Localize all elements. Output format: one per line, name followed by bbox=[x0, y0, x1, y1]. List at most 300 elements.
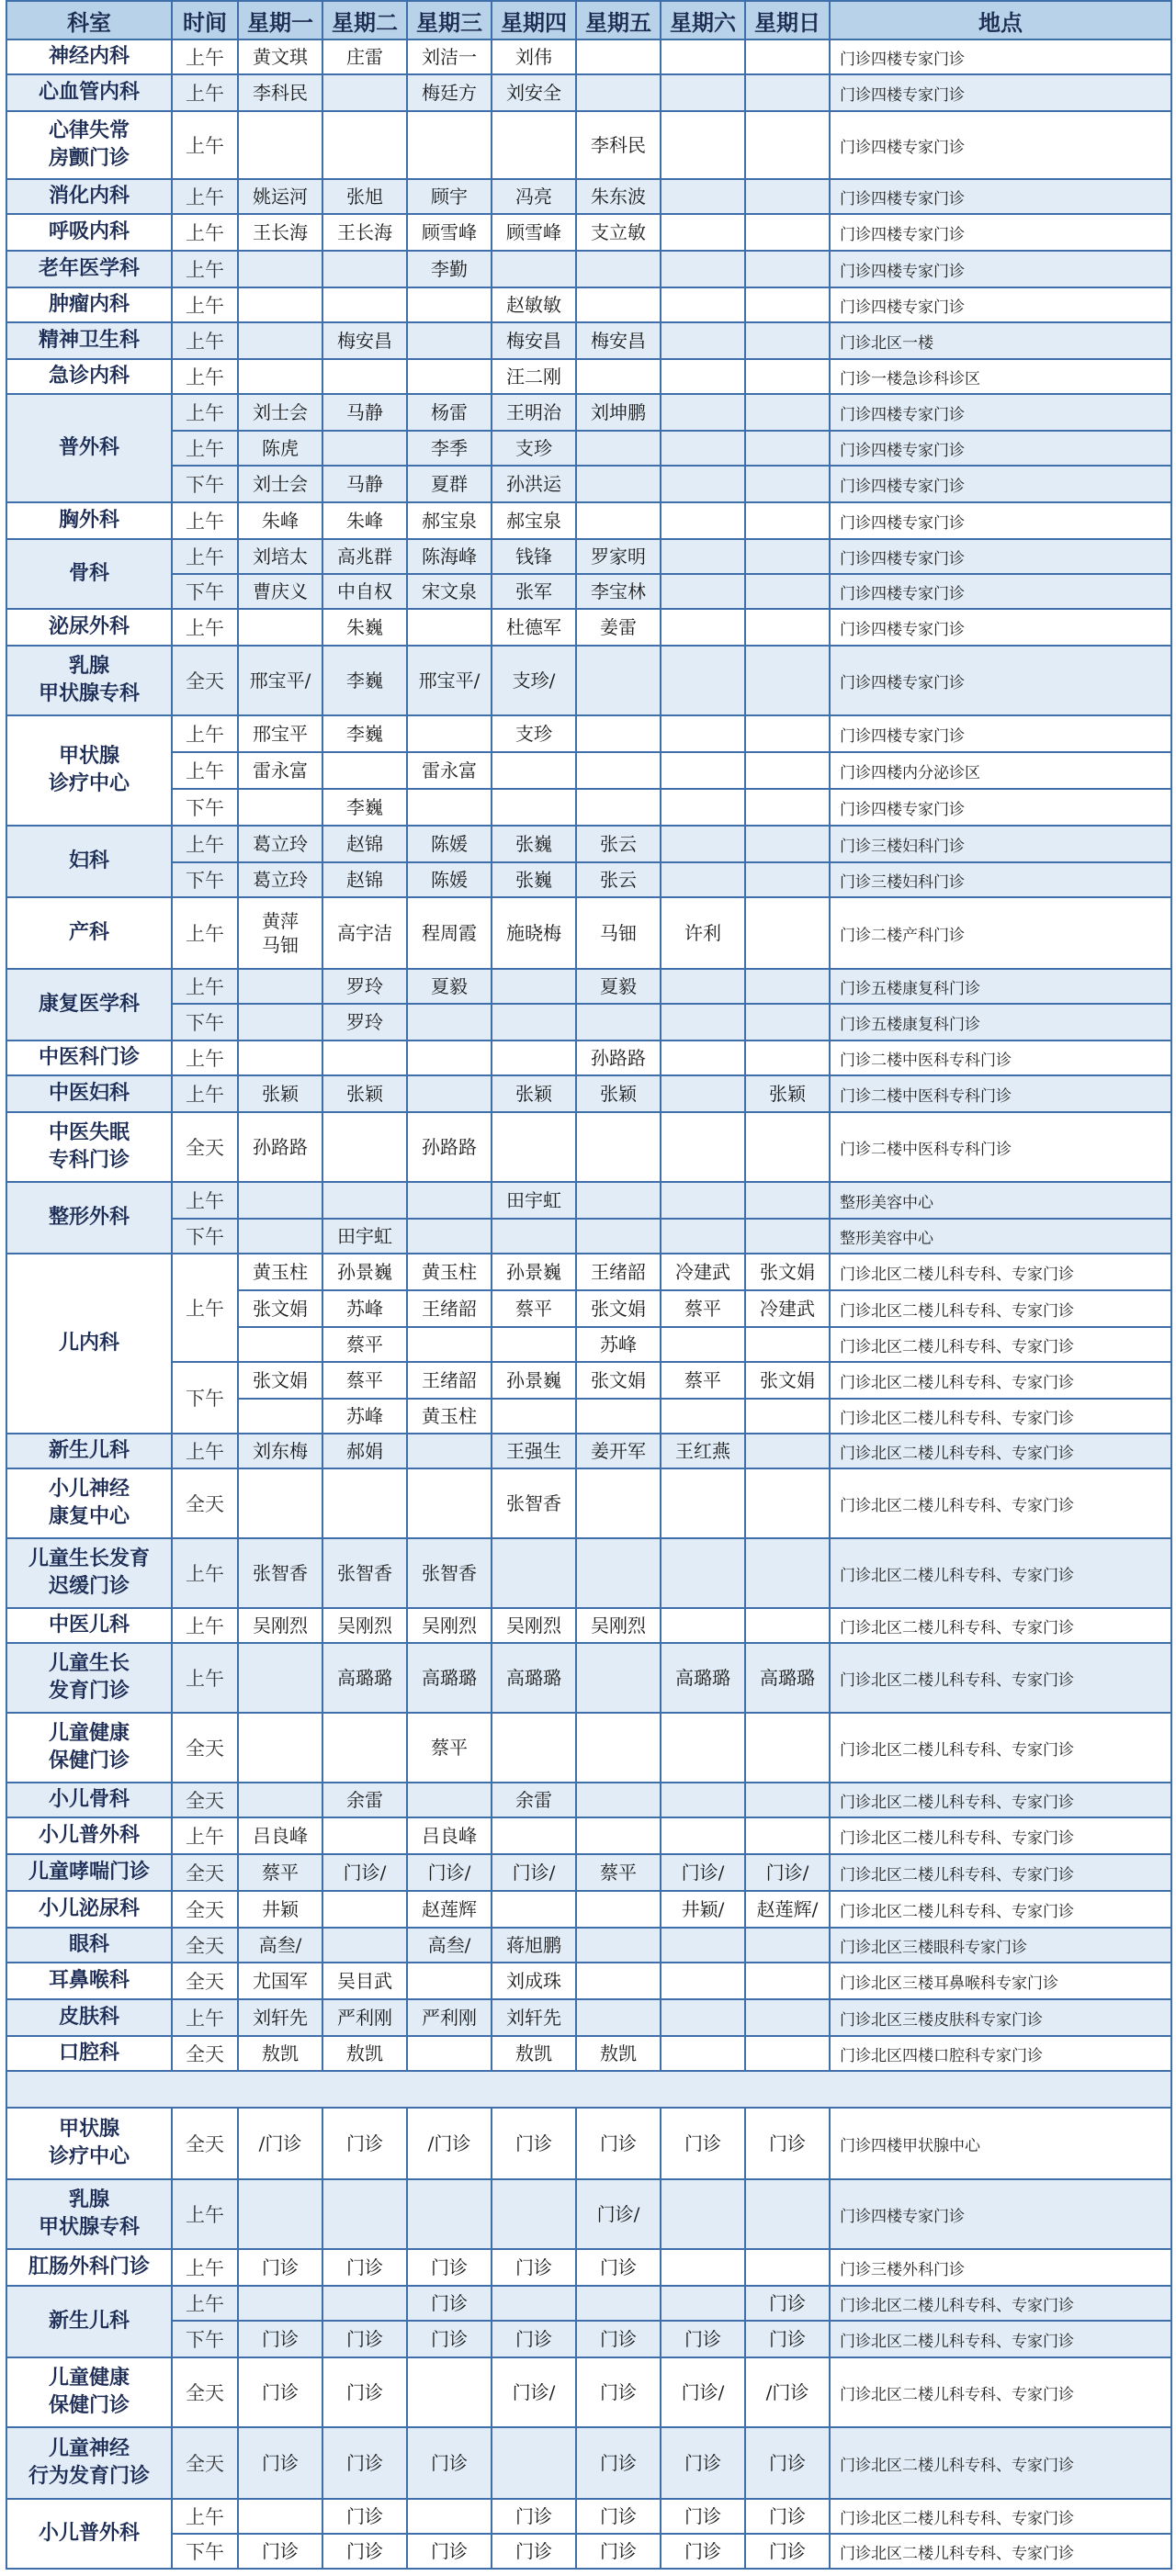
doctor-cell-sat bbox=[661, 1075, 745, 1112]
location-cell: 门诊二楼中医科专科门诊 bbox=[830, 1075, 1171, 1112]
time-cell: 下午 bbox=[172, 466, 238, 502]
doctor-cell-mon: 门诊 bbox=[238, 2321, 322, 2357]
location-cell: 门诊北区二楼儿科专科、专家门诊 bbox=[830, 1434, 1171, 1468]
doctor-cell-sat bbox=[661, 609, 745, 646]
department-cell: 小儿泌尿科 bbox=[6, 1891, 172, 1928]
doctor-cell-sat: 井颖/ bbox=[661, 1891, 745, 1928]
doctor-cell-sat bbox=[661, 179, 745, 214]
table-row bbox=[6, 539, 1171, 574]
doctor-cell-mon: 吴刚烈 bbox=[238, 1608, 322, 1643]
department-cell: 肿瘤内科 bbox=[6, 287, 172, 322]
time-cell: 上午 bbox=[172, 1643, 238, 1713]
doctor-cell-sat bbox=[661, 287, 745, 322]
time-cell: 上午 bbox=[172, 539, 238, 574]
table-row bbox=[6, 2179, 1171, 2249]
doctor-cell-sat bbox=[661, 1783, 745, 1817]
location-cell: 门诊四楼专家门诊 bbox=[830, 502, 1171, 539]
doctor-cell-tue bbox=[322, 1182, 407, 1219]
doctor-cell-tue: 门诊 bbox=[322, 2357, 407, 2427]
doctor-cell-mon: 曹庆义 bbox=[238, 574, 322, 609]
doctor-cell-tue bbox=[322, 1891, 407, 1928]
doctor-cell-thu: 支珍 bbox=[492, 715, 576, 752]
doctor-cell-thu: 吴刚烈 bbox=[492, 1608, 576, 1643]
doctor-cell-tue: 李巍 bbox=[322, 715, 407, 752]
doctor-cell-fri bbox=[576, 2286, 661, 2321]
time-cell: 上午 bbox=[172, 969, 238, 1004]
department-cell: 呼吸内科 bbox=[6, 214, 172, 251]
doctor-cell-thu: 张巍 bbox=[492, 826, 576, 862]
location-cell: 门诊北区二楼儿科专科、专家门诊 bbox=[830, 1713, 1171, 1783]
doctor-cell-mon bbox=[238, 2179, 322, 2249]
department-cell bbox=[6, 1643, 172, 1713]
doctor-cell-thu bbox=[492, 1219, 576, 1254]
doctor-cell-thu: 刘伟 bbox=[492, 39, 576, 74]
doctor-cell-sat bbox=[661, 752, 745, 789]
doctor-cell-tue bbox=[322, 431, 407, 466]
location-cell: 门诊四楼专家门诊 bbox=[830, 466, 1171, 502]
doctor-cell-fri: 门诊 bbox=[576, 2499, 661, 2534]
doctor-cell-thu bbox=[492, 251, 576, 287]
time-cell: 全天 bbox=[172, 1854, 238, 1891]
doctor-cell-wed: 杨雷 bbox=[407, 394, 492, 431]
doctor-cell-wed bbox=[407, 1963, 492, 1999]
doctor-cell-sat bbox=[661, 39, 745, 74]
cell-line: 儿童生长发育 bbox=[28, 1547, 150, 1571]
doctor-cell-thu: 余雷 bbox=[492, 1783, 576, 1817]
cell-line: 保健门诊 bbox=[48, 1749, 130, 1772]
cell-line: 中医失眠 bbox=[48, 1121, 130, 1145]
table-row bbox=[6, 1182, 1171, 1219]
doctor-cell-sat bbox=[661, 1928, 745, 1963]
table-row bbox=[6, 646, 1171, 715]
time-cell: 上午 bbox=[172, 1538, 238, 1608]
location-cell: 门诊四楼专家门诊 bbox=[830, 715, 1171, 752]
doctor-cell-tue: 严利刚 bbox=[322, 1999, 407, 2036]
doctor-cell-wed: 高叁/ bbox=[407, 1928, 492, 1963]
doctor-cell-tue bbox=[322, 1112, 407, 1182]
cell-line: 马钿 bbox=[262, 934, 299, 956]
table-row bbox=[6, 715, 1171, 752]
doctor-cell-wed bbox=[407, 1182, 492, 1219]
doctor-cell-thu: 冯亮 bbox=[492, 179, 576, 214]
table-row bbox=[6, 322, 1171, 359]
cell-line: 儿童健康 bbox=[48, 2367, 130, 2390]
doctor-cell-tue: 朱巍 bbox=[322, 609, 407, 646]
doctor-cell-tue: 李巍 bbox=[322, 789, 407, 826]
doctor-cell-sat bbox=[661, 2036, 745, 2071]
doctor-cell-wed bbox=[407, 1783, 492, 1817]
doctor-cell-fri bbox=[576, 1643, 661, 1713]
doctor-cell-tue: 马静 bbox=[322, 466, 407, 502]
location-cell: 门诊北区二楼儿科专科、专家门诊 bbox=[830, 1643, 1171, 1713]
doctor-cell-sun: 门诊 bbox=[745, 2321, 830, 2357]
doctor-cell-sun: 张文娟 bbox=[745, 1254, 830, 1290]
doctor-cell-wed: 邢宝平/ bbox=[407, 646, 492, 715]
doctor-cell-sun: 赵莲辉/ bbox=[745, 1891, 830, 1928]
doctor-cell-thu bbox=[492, 2427, 576, 2499]
doctor-cell-wed bbox=[407, 2357, 492, 2427]
table-body bbox=[6, 39, 1171, 2569]
doctor-cell-fri bbox=[576, 646, 661, 715]
doctor-cell-wed: 郝宝泉 bbox=[407, 502, 492, 539]
location-cell: 门诊北区二楼儿科专科、专家门诊 bbox=[830, 1608, 1171, 1643]
doctor-cell-sun bbox=[745, 1327, 830, 1362]
doctor-cell-sun: 门诊 bbox=[745, 2427, 830, 2499]
doctor-cell-thu: 门诊/ bbox=[492, 1854, 576, 1891]
doctor-cell-fri: 刘坤鹏 bbox=[576, 394, 661, 431]
doctor-cell-sun bbox=[745, 1817, 830, 1854]
doctor-cell-thu: 孙景巍 bbox=[492, 1254, 576, 1290]
doctor-cell-sun bbox=[745, 431, 830, 466]
table-row bbox=[6, 1538, 1171, 1608]
doctor-cell-mon bbox=[238, 789, 322, 826]
table-row bbox=[6, 2108, 1171, 2179]
doctor-cell-fri: 张文娟 bbox=[576, 1290, 661, 1327]
doctor-cell-thu bbox=[492, 1891, 576, 1928]
doctor-cell-thu: 汪二刚 bbox=[492, 359, 576, 394]
doctor-cell-fri: 李科民 bbox=[576, 111, 661, 179]
doctor-cell-fri: 吴刚烈 bbox=[576, 1608, 661, 1643]
time-cell: 上午 bbox=[172, 1817, 238, 1854]
doctor-cell-sat bbox=[661, 1817, 745, 1854]
doctor-cell-sun bbox=[745, 789, 830, 826]
doctor-cell-sun bbox=[745, 1468, 830, 1538]
doctor-cell-tue: 赵锦 bbox=[322, 826, 407, 862]
time-cell: 上午 bbox=[172, 1608, 238, 1643]
location-cell: 门诊北区二楼儿科专科、专家门诊 bbox=[830, 2286, 1171, 2321]
doctor-cell-mon bbox=[238, 287, 322, 322]
doctor-cell-sun bbox=[745, 862, 830, 897]
doctor-cell-thu: 支珍 bbox=[492, 431, 576, 466]
table-row bbox=[6, 574, 1171, 609]
doctor-cell-wed bbox=[407, 1434, 492, 1468]
doctor-cell-sun bbox=[745, 466, 830, 502]
department-cell: 皮肤科 bbox=[6, 1999, 172, 2036]
doctor-cell-sun bbox=[745, 646, 830, 715]
department-cell: 中医科门诊 bbox=[6, 1041, 172, 1075]
doctor-cell-fri: 门诊 bbox=[576, 2534, 661, 2569]
doctor-cell-mon: 陈虎 bbox=[238, 431, 322, 466]
location-cell: 门诊北区二楼儿科专科、专家门诊 bbox=[830, 1891, 1171, 1928]
doctor-cell-tue: 王长海 bbox=[322, 214, 407, 251]
doctor-cell-mon: 门诊 bbox=[238, 2249, 322, 2286]
department-cell: 小儿骨科 bbox=[6, 1783, 172, 1817]
doctor-cell-sun bbox=[745, 1608, 830, 1643]
doctor-cell-fri bbox=[576, 1399, 661, 1434]
time-cell: 上午 bbox=[172, 1434, 238, 1468]
table-row bbox=[6, 2357, 1171, 2427]
table-row bbox=[6, 2499, 1171, 2534]
location-cell: 门诊北区二楼儿科专科、专家门诊 bbox=[830, 2427, 1171, 2499]
doctor-cell-mon: 张智香 bbox=[238, 1538, 322, 1608]
doctor-cell-tue: 敖凯 bbox=[322, 2036, 407, 2071]
doctor-cell-wed: 刘洁一 bbox=[407, 39, 492, 74]
doctor-cell-tue: 张智香 bbox=[322, 1538, 407, 1608]
doctor-cell-mon: 黄文琪 bbox=[238, 39, 322, 74]
department-cell: 口腔科 bbox=[6, 2036, 172, 2071]
doctor-cell-sat bbox=[661, 574, 745, 609]
doctor-cell-sun: 张颖 bbox=[745, 1075, 830, 1112]
doctor-cell-fri: 朱东波 bbox=[576, 179, 661, 214]
doctor-cell-wed bbox=[407, 2036, 492, 2071]
doctor-cell-sun bbox=[745, 179, 830, 214]
time-cell: 上午 bbox=[172, 179, 238, 214]
doctor-cell-tue bbox=[322, 287, 407, 322]
doctor-cell-fri bbox=[576, 1999, 661, 2036]
doctor-cell-wed: 梅廷方 bbox=[407, 74, 492, 111]
doctor-cell-sun bbox=[745, 394, 830, 431]
doctor-cell-mon bbox=[238, 1182, 322, 1219]
doctor-cell-tue: 苏峰 bbox=[322, 1290, 407, 1327]
doctor-cell-mon bbox=[238, 1643, 322, 1713]
doctor-cell-tue bbox=[322, 359, 407, 394]
table-row bbox=[6, 74, 1171, 111]
department-cell: 老年医学科 bbox=[6, 251, 172, 287]
time-cell: 全天 bbox=[172, 2108, 238, 2179]
doctor-cell-fri bbox=[576, 1004, 661, 1041]
table-row bbox=[6, 179, 1171, 214]
table-row bbox=[6, 2249, 1171, 2286]
doctor-cell-thu: 王强生 bbox=[492, 1434, 576, 1468]
time-cell: 上午 bbox=[172, 214, 238, 251]
doctor-cell-sun bbox=[745, 1783, 830, 1817]
time-cell: 上午 bbox=[172, 1999, 238, 2036]
cell-line: 儿童生长 bbox=[48, 1652, 130, 1676]
doctor-cell-fri: 门诊 bbox=[576, 2249, 661, 2286]
table-row bbox=[6, 2321, 1171, 2357]
table-row bbox=[6, 39, 1171, 74]
doctor-cell-tue: 门诊/ bbox=[322, 1854, 407, 1891]
location-cell: 门诊四楼专家门诊 bbox=[830, 74, 1171, 111]
doctor-cell-fri bbox=[576, 1891, 661, 1928]
time-cell: 上午 bbox=[172, 74, 238, 111]
time-cell: 上午 bbox=[172, 359, 238, 394]
department-cell bbox=[6, 715, 172, 826]
time-cell: 全天 bbox=[172, 1713, 238, 1783]
doctor-cell-sat bbox=[661, 539, 745, 574]
department-cell: 胸外科 bbox=[6, 502, 172, 539]
doctor-cell-tue: 朱峰 bbox=[322, 502, 407, 539]
doctor-cell-mon bbox=[238, 2286, 322, 2321]
doctor-cell-fri: 孙路路 bbox=[576, 1041, 661, 1075]
time-cell: 上午 bbox=[172, 39, 238, 74]
doctor-cell-sat bbox=[661, 826, 745, 862]
location-cell: 门诊北区二楼儿科专科、专家门诊 bbox=[830, 1254, 1171, 1290]
time-cell: 上午 bbox=[172, 251, 238, 287]
location-cell: 门诊四楼甲状腺中心 bbox=[830, 2108, 1171, 2179]
doctor-cell-sun bbox=[745, 74, 830, 111]
doctor-cell-sat bbox=[661, 1112, 745, 1182]
doctor-cell-tue bbox=[322, 1041, 407, 1075]
doctor-cell-mon: /门诊 bbox=[238, 2108, 322, 2179]
doctor-cell-mon: 孙路路 bbox=[238, 1112, 322, 1182]
doctor-cell-mon bbox=[238, 322, 322, 359]
doctor-cell-thu: 孙景巍 bbox=[492, 1362, 576, 1399]
location-cell: 门诊五楼康复科门诊 bbox=[830, 1004, 1171, 1041]
doctor-cell-sat: 高璐璐 bbox=[661, 1643, 745, 1713]
doctor-cell-sat bbox=[661, 251, 745, 287]
table-row bbox=[6, 1928, 1171, 1963]
time-cell: 全天 bbox=[172, 2036, 238, 2071]
doctor-cell-wed bbox=[407, 1468, 492, 1538]
doctor-cell-fri: 罗家明 bbox=[576, 539, 661, 574]
doctor-cell-wed bbox=[407, 359, 492, 394]
doctor-cell-sat bbox=[661, 1608, 745, 1643]
doctor-cell-sun bbox=[745, 287, 830, 322]
doctor-cell-sat bbox=[661, 1327, 745, 1362]
doctor-cell-sat bbox=[661, 1399, 745, 1434]
department-cell: 儿童哮喘门诊 bbox=[6, 1854, 172, 1891]
doctor-cell-fri bbox=[576, 74, 661, 111]
doctor-cell-thu: 梅安昌 bbox=[492, 322, 576, 359]
time-cell: 下午 bbox=[172, 2534, 238, 2569]
doctor-cell-tue bbox=[322, 752, 407, 789]
department-cell: 神经内科 bbox=[6, 39, 172, 74]
location-cell: 门诊北区二楼儿科专科、专家门诊 bbox=[830, 2499, 1171, 2534]
location-cell: 门诊四楼专家门诊 bbox=[830, 287, 1171, 322]
table-row bbox=[6, 1999, 1171, 2036]
time-cell: 下午 bbox=[172, 1219, 238, 1254]
doctor-cell-tue bbox=[322, 1817, 407, 1854]
department-cell: 妇科 bbox=[6, 826, 172, 897]
doctor-cell-sun bbox=[745, 1963, 830, 1999]
doctor-cell-sun bbox=[745, 39, 830, 74]
doctor-cell-wed: 门诊 bbox=[407, 2249, 492, 2286]
doctor-cell-tue: 吴目武 bbox=[322, 1963, 407, 1999]
doctor-cell-wed: 严利刚 bbox=[407, 1999, 492, 2036]
doctor-cell-tue: 高宇洁 bbox=[322, 897, 407, 969]
table-row bbox=[6, 897, 1171, 969]
doctor-cell-sat bbox=[661, 214, 745, 251]
location-cell: 门诊四楼专家门诊 bbox=[830, 539, 1171, 574]
header-saturday: 星期六 bbox=[661, 1, 745, 39]
location-cell: 门诊二楼产科门诊 bbox=[830, 897, 1171, 969]
cell-line: 诊疗中心 bbox=[48, 2145, 130, 2168]
header-tuesday: 星期二 bbox=[322, 1, 407, 39]
doctor-cell-wed: 陈媛 bbox=[407, 862, 492, 897]
table-row bbox=[6, 394, 1171, 431]
table-row bbox=[6, 1004, 1171, 1041]
doctor-cell-tue: 梅安昌 bbox=[322, 322, 407, 359]
doctor-cell-sat bbox=[661, 789, 745, 826]
doctor-cell-wed bbox=[407, 322, 492, 359]
doctor-cell-wed: 陈媛 bbox=[407, 826, 492, 862]
doctor-cell-sat: 门诊 bbox=[661, 2427, 745, 2499]
time-cell: 下午 bbox=[172, 1004, 238, 1041]
doctor-cell-sun bbox=[745, 1182, 830, 1219]
doctor-cell-sun bbox=[745, 1999, 830, 2036]
doctor-cell-tue: 吴刚烈 bbox=[322, 1608, 407, 1643]
schedule-page bbox=[6, 0, 1170, 2570]
doctor-cell-fri bbox=[576, 251, 661, 287]
doctor-cell-sat bbox=[661, 646, 745, 715]
doctor-cell-tue: 苏峰 bbox=[322, 1399, 407, 1434]
doctor-cell-sat bbox=[661, 1219, 745, 1254]
doctor-cell-mon: 王长海 bbox=[238, 214, 322, 251]
doctor-cell-wed: 高璐璐 bbox=[407, 1643, 492, 1713]
doctor-cell-sun bbox=[745, 826, 830, 862]
doctor-cell-thu: 郝宝泉 bbox=[492, 502, 576, 539]
doctor-cell-wed: 门诊 bbox=[407, 2321, 492, 2357]
doctor-cell-tue: 张颖 bbox=[322, 1075, 407, 1112]
doctor-cell-wed: 赵莲辉 bbox=[407, 1891, 492, 1928]
department-cell: 心血管内科 bbox=[6, 74, 172, 111]
doctor-cell-tue: 庄雷 bbox=[322, 39, 407, 74]
location-cell: 门诊四楼专家门诊 bbox=[830, 646, 1171, 715]
doctor-cell-wed bbox=[407, 111, 492, 179]
location-cell: 门诊四楼专家门诊 bbox=[830, 214, 1171, 251]
doctor-cell-sun bbox=[745, 969, 830, 1004]
doctor-cell-wed: 夏群 bbox=[407, 466, 492, 502]
doctor-cell-mon: 敖凯 bbox=[238, 2036, 322, 2071]
doctor-cell-sun bbox=[745, 214, 830, 251]
doctor-cell-wed: 王绪韶 bbox=[407, 1362, 492, 1399]
doctor-cell-wed: 黄玉柱 bbox=[407, 1399, 492, 1434]
table-header-row bbox=[6, 1, 1171, 39]
doctor-cell-tue bbox=[322, 2179, 407, 2249]
doctor-cell-tue: 李巍 bbox=[322, 646, 407, 715]
table-row bbox=[6, 609, 1171, 646]
department-cell: 泌尿外科 bbox=[6, 609, 172, 646]
doctor-cell-sat bbox=[661, 111, 745, 179]
doctor-cell-wed: 夏毅 bbox=[407, 969, 492, 1004]
time-cell: 全天 bbox=[172, 2427, 238, 2499]
doctor-cell-mon: 刘东梅 bbox=[238, 1434, 322, 1468]
doctor-cell-mon: 尤国军 bbox=[238, 1963, 322, 1999]
doctor-cell-sat bbox=[661, 1468, 745, 1538]
doctor-cell-wed: 王绪韶 bbox=[407, 1290, 492, 1327]
doctor-cell-mon: 刘轩先 bbox=[238, 1999, 322, 2036]
department-cell bbox=[6, 1538, 172, 1608]
doctor-cell-tue: 高兆群 bbox=[322, 539, 407, 574]
location-cell: 门诊北区二楼儿科专科、专家门诊 bbox=[830, 2357, 1171, 2427]
doctor-cell-mon: 李科民 bbox=[238, 74, 322, 111]
location-cell: 门诊四楼专家门诊 bbox=[830, 609, 1171, 646]
table-row bbox=[6, 1854, 1171, 1891]
table-row bbox=[6, 502, 1171, 539]
doctor-cell-fri bbox=[576, 789, 661, 826]
time-cell: 上午 bbox=[172, 1254, 238, 1362]
doctor-cell-mon: 邢宝平/ bbox=[238, 646, 322, 715]
doctor-cell-wed bbox=[407, 715, 492, 752]
table-row bbox=[6, 2534, 1171, 2569]
doctor-cell-fri: 张云 bbox=[576, 826, 661, 862]
department-cell bbox=[6, 2427, 172, 2499]
header-sunday: 星期日 bbox=[745, 1, 830, 39]
department-cell: 新生儿科 bbox=[6, 2286, 172, 2357]
section-divider bbox=[6, 2071, 1171, 2108]
location-cell: 门诊四楼专家门诊 bbox=[830, 39, 1171, 74]
doctor-cell-tue: 田宇虹 bbox=[322, 1219, 407, 1254]
doctor-cell-wed: 李勤 bbox=[407, 251, 492, 287]
doctor-cell-fri bbox=[576, 287, 661, 322]
doctor-cell-fri bbox=[576, 431, 661, 466]
department-cell: 整形外科 bbox=[6, 1182, 172, 1254]
doctor-cell-wed bbox=[407, 1327, 492, 1362]
doctor-cell-thu bbox=[492, 1112, 576, 1182]
department-cell: 精神卫生科 bbox=[6, 322, 172, 359]
location-cell: 整形美容中心 bbox=[830, 1219, 1171, 1254]
department-cell: 中医儿科 bbox=[6, 1608, 172, 1643]
doctor-cell-sat: 门诊 bbox=[661, 2108, 745, 2179]
department-cell: 肛肠外科门诊 bbox=[6, 2249, 172, 2286]
doctor-cell-fri bbox=[576, 1817, 661, 1854]
cell-line: 保健门诊 bbox=[48, 2394, 130, 2417]
time-cell: 上午 bbox=[172, 431, 238, 466]
doctor-cell-sat bbox=[661, 466, 745, 502]
location-cell: 门诊三楼外科门诊 bbox=[830, 2249, 1171, 2286]
cell-line: 专科门诊 bbox=[48, 1149, 130, 1172]
